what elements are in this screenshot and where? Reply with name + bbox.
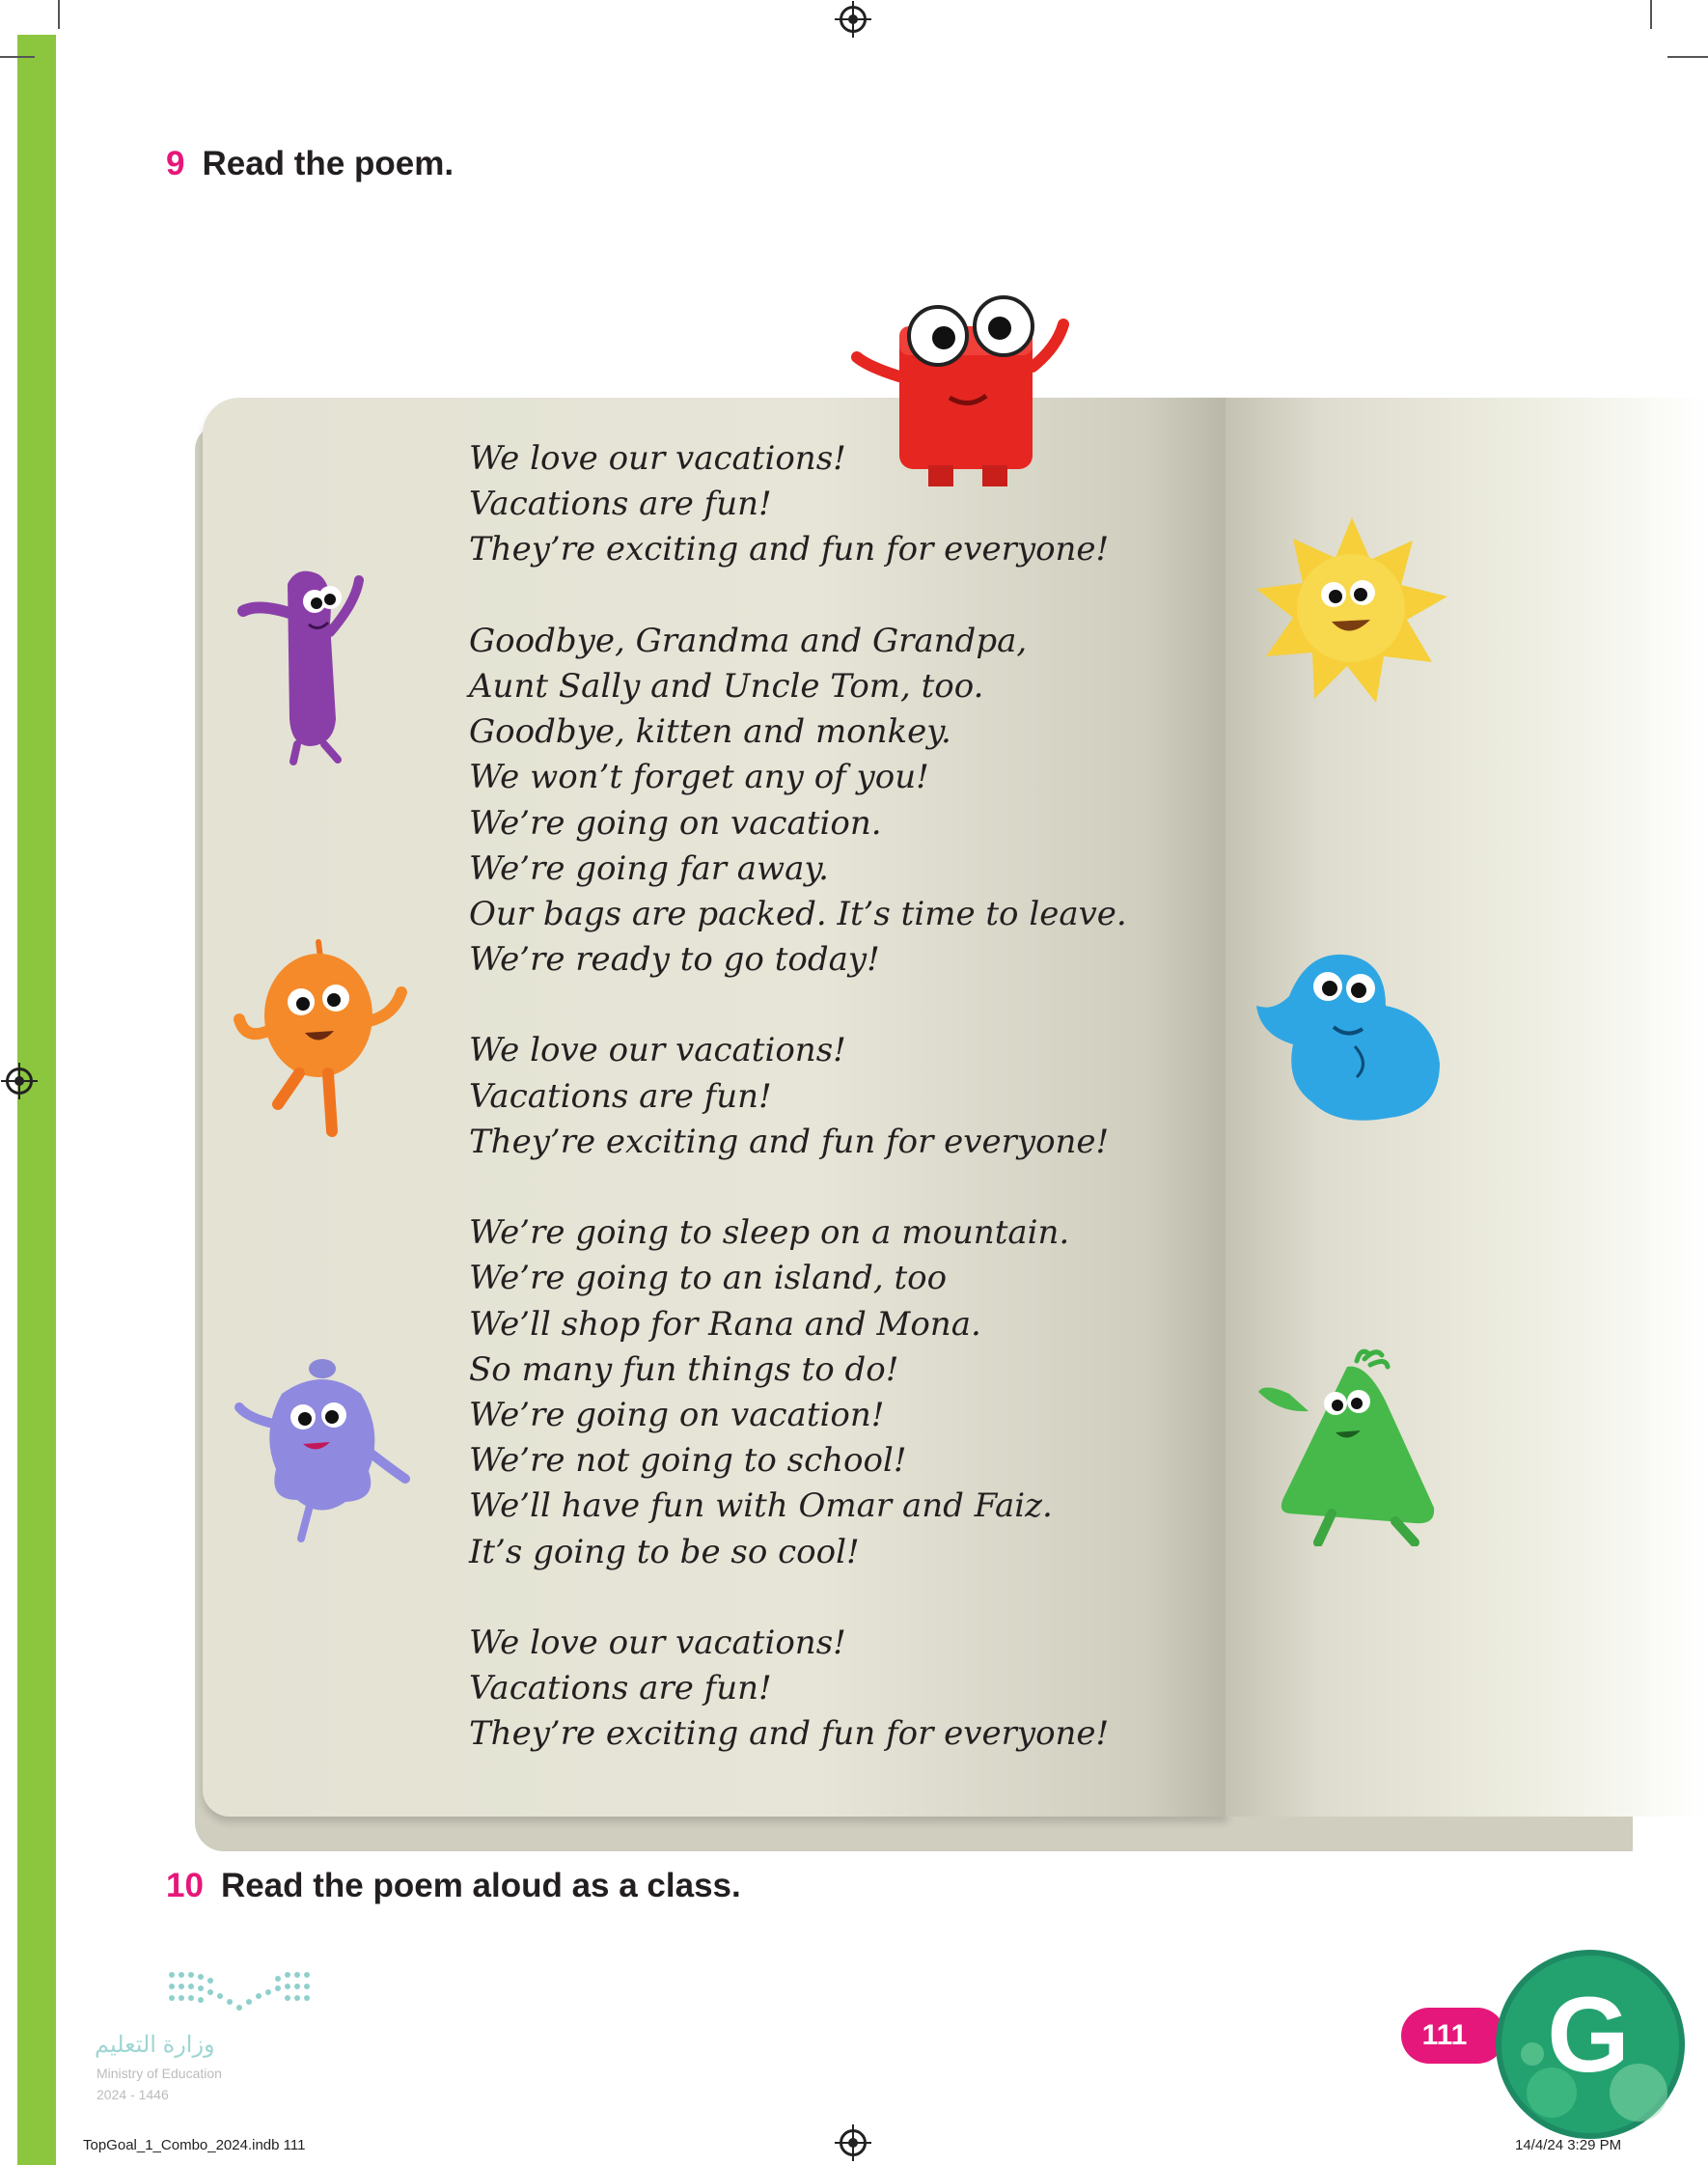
page-number-badge: 111 bbox=[1401, 2008, 1505, 2064]
poem-line: We’re going to sleep on a mountain. bbox=[469, 1213, 1070, 1253]
exercise-number: 9 bbox=[166, 145, 185, 182]
ministry-arabic-name: وزارة التعليم bbox=[95, 2032, 215, 2058]
print-file-info: TopGoal_1_Combo_2024.indb 111 bbox=[83, 2137, 306, 2153]
poem-line: Goodbye, kitten and monkey. bbox=[469, 712, 951, 752]
poem-line: They’re exciting and fun for everyone! bbox=[469, 530, 1110, 569]
stanza-gap bbox=[469, 1165, 1127, 1210]
poem-line: They’re exciting and fun for everyone! bbox=[469, 1714, 1110, 1754]
stanza-gap bbox=[469, 573, 1127, 619]
exercise-9-heading bbox=[166, 145, 454, 183]
blue-monster-icon bbox=[1251, 938, 1453, 1141]
poem-line: We love our vacations! bbox=[469, 1623, 846, 1662]
ministry-dots-icon bbox=[166, 1969, 320, 2023]
poem-line: Vacations are fun! bbox=[469, 1076, 772, 1116]
g-logo-letter: G bbox=[1547, 1976, 1630, 2095]
crop-mark bbox=[58, 0, 60, 29]
stanza-gap bbox=[469, 1575, 1127, 1621]
registration-mark bbox=[840, 2129, 867, 2156]
poem-line: Vacations are fun! bbox=[469, 485, 772, 524]
side-color-bar bbox=[17, 35, 56, 2165]
poem-line: Vacations are fun! bbox=[469, 1669, 772, 1708]
poem-line: Goodbye, Grandma and Grandpa, bbox=[469, 621, 1028, 660]
crop-mark bbox=[0, 56, 35, 58]
stanza-gap bbox=[469, 983, 1127, 1028]
poem-line: We won’t forget any of you! bbox=[469, 758, 929, 797]
poem-line: We’re going to an island, too bbox=[469, 1259, 948, 1298]
poem-line: Our bags are packed. It’s time to leave. bbox=[469, 894, 1127, 933]
poem-line: We love our vacations! bbox=[469, 1031, 846, 1070]
poem-line: They’re exciting and fun for everyone! bbox=[469, 1122, 1110, 1161]
poem-line: So many fun things to do! bbox=[469, 1349, 899, 1389]
exercise-instruction: Read the poem. bbox=[202, 145, 455, 182]
registration-mark bbox=[840, 6, 867, 33]
green-triangle-monster-icon bbox=[1251, 1344, 1444, 1546]
g-logo-icon bbox=[1494, 1948, 1687, 2141]
print-date-info: 14/4/24 3:29 PM bbox=[1515, 2137, 1622, 2153]
crop-mark bbox=[1667, 56, 1708, 58]
ministry-logo bbox=[95, 1969, 326, 2104]
crop-mark bbox=[1650, 0, 1652, 29]
lavender-monster-icon bbox=[234, 1355, 417, 1548]
poem-line: Aunt Sally and Uncle Tom, too. bbox=[469, 666, 984, 706]
poem-line: We’ll have fun with Omar and Faiz. bbox=[469, 1486, 1053, 1526]
poem-line: We’re ready to go today! bbox=[469, 940, 880, 980]
poem-line: It’s going to be so cool! bbox=[469, 1532, 860, 1571]
ministry-year: 2024 - 1446 bbox=[96, 2087, 169, 2102]
poem-line: We’re not going to school! bbox=[469, 1441, 907, 1481]
yellow-sun-monster-icon bbox=[1251, 512, 1453, 714]
registration-mark bbox=[6, 1068, 33, 1095]
poem-line: We’re going on vacation. bbox=[469, 803, 882, 843]
poem-line: We’ll shop for Rana and Mona. bbox=[469, 1304, 981, 1344]
exercise-10-heading bbox=[166, 1867, 741, 1905]
exercise-instruction: Read the poem aloud as a class. bbox=[220, 1867, 741, 1904]
poem-text bbox=[469, 436, 1127, 1757]
poem-line: We’re going on vacation! bbox=[469, 1395, 885, 1434]
orange-monster-icon bbox=[232, 934, 415, 1137]
poem-line: We love our vacations! bbox=[469, 439, 846, 478]
purple-monster-icon bbox=[230, 555, 384, 777]
ministry-english-name: Ministry of Education bbox=[96, 2066, 222, 2081]
poem-line: We’re going far away. bbox=[469, 848, 829, 888]
exercise-number: 10 bbox=[166, 1867, 204, 1904]
